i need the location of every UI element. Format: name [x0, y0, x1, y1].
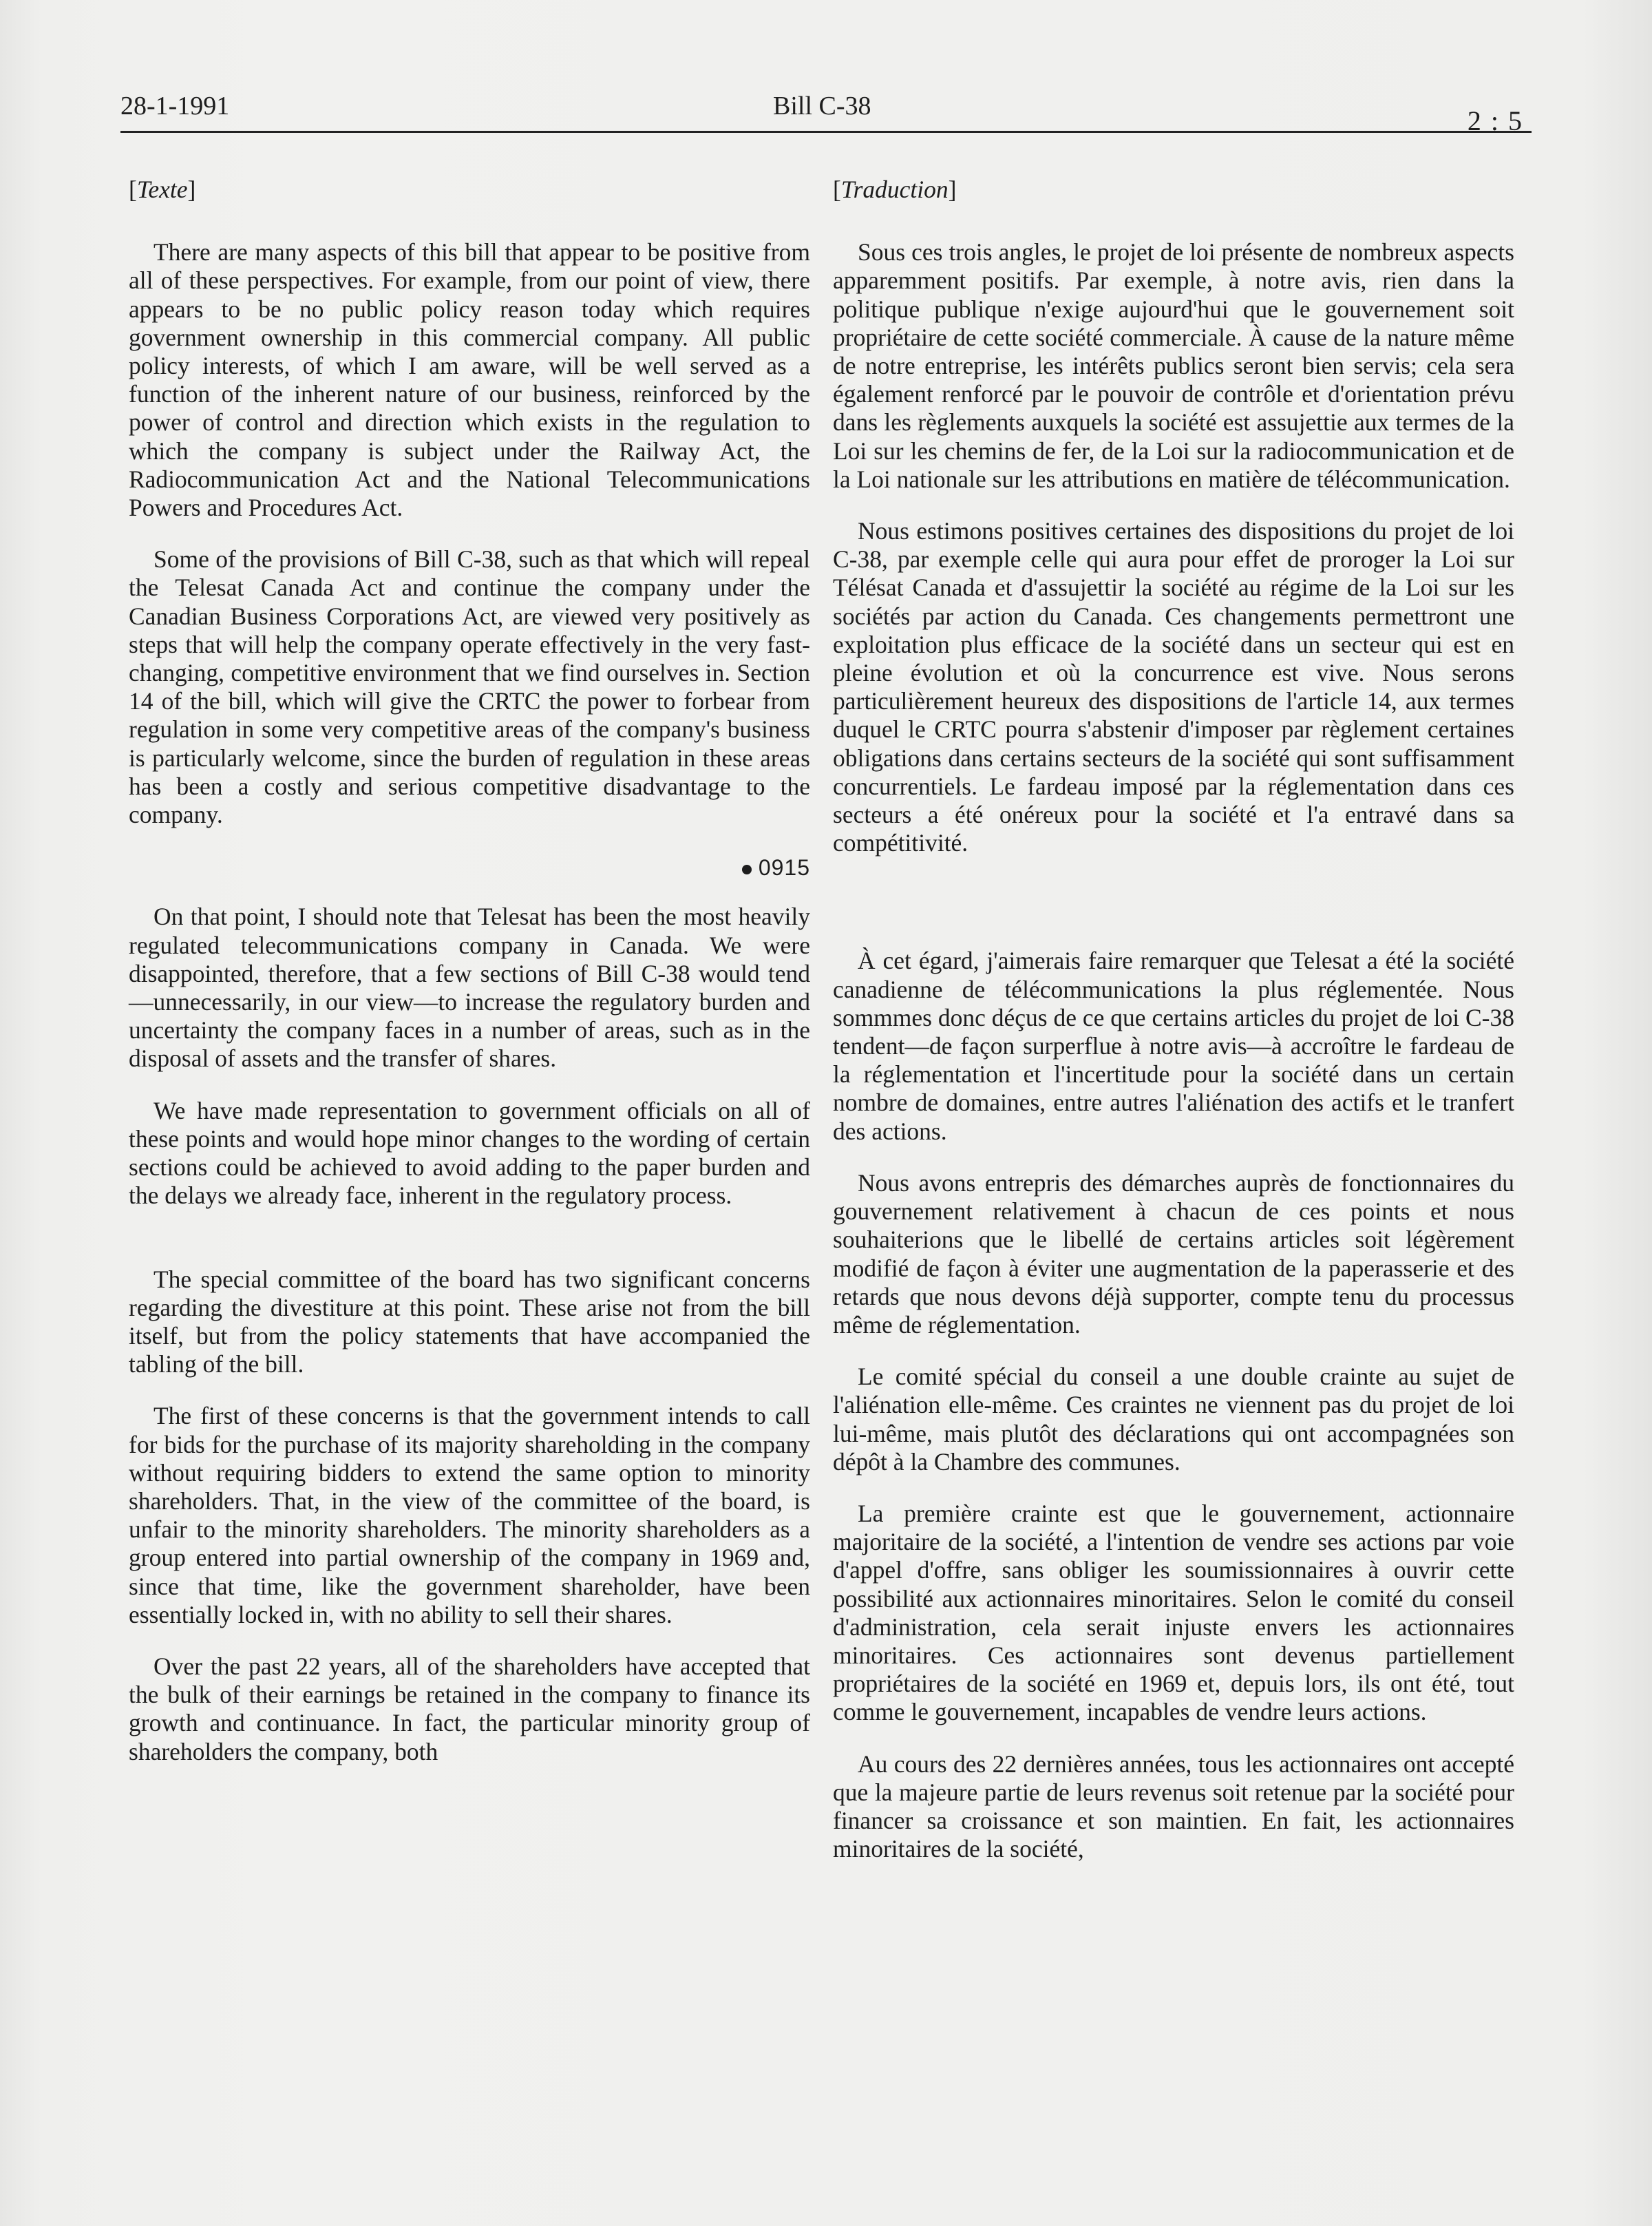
english-paragraph-6: The first of these concerns is that the government intends to call for bids for the purchase of its majority shareholding in the company without requiring bidders to extend the same option to minority shareholders. That, in the view of the committee of the board, is unfair to the minority shareholders. The minority shareholders as a group entered into partial ownership of the company in 1969 and, since that time, like the government shareholder, have been essentially locked in, with no ability to sell their shares.	[129, 1402, 810, 1628]
french-paragraph-6: La première crainte est que le gouvernement, actionnaire majoritaire de la société, a l'intention de vendre ses actions par voie d'appel d'offre, sans obliger les soumissionnaires à ouvrir cette possibilité aux actionnaires minoritaires. Selon le comité du conseil d'administration, cela serait injuste envers les actionnaires minoritaires. Ces actionnaires sont devenus partiellement propriétaires de la société en 1969 et, depuis lors, ils ont été, tout comme le gouvernement, incapables de vendre leurs actions.	[833, 1499, 1514, 1726]
english-paragraph-7: Over the past 22 years, all of the shareholders have accepted that the bulk of their earnings be retained in the company to finance its growth and continuance. In fact, the particular minority group of shareholders the company, both	[129, 1652, 810, 1765]
paragraph-spacer	[833, 881, 1514, 947]
column-label-texte: [Texte]	[129, 176, 196, 203]
french-paragraph-7: Au cours des 22 dernières années, tous les actionnaires ont accepté que la majeure partie de leurs revenus soit retenue par la société pour financer sa croissance et son maintien. En fait, les actionnaires minoritaires de la société,	[833, 1750, 1514, 1863]
english-paragraph-2: Some of the provisions of Bill C-38, such as that which will repeal the Telesat Canada Act and continue the company under the Canadian Business Corporations Act, are viewed very positively as steps that will help the company operate effectively in the very fast-changing, competitive environment that we find ourselves in. Section 14 of the bill, which will give the CRTC the power to forbear from regulation in some very competitive areas of the company's business is particularly welcome, since the burden of regulation in these areas has been a costly and serious competitive disadvantage to the company.	[129, 545, 810, 829]
header-date: 28-1-1991	[120, 92, 230, 120]
header-bill-title: Bill C-38	[773, 92, 871, 120]
french-paragraph-3: À cet égard, j'aimerais faire remarquer que Telesat a été la société canadienne de télécommunications la plus réglementée. Nous sommmes donc déçus de ce que certains articles du projet de loi C-38 tendent—de façon surperflue à notre avis—à accroître le fardeau de la réglementation et l'incertitude pour la société dans un certain nombre de domaines, entre autres l'aliénation des actifs et le tranfert des actions.	[833, 947, 1514, 1145]
french-paragraph-1: Sous ces trois angles, le projet de loi présente de nombreux aspects apparemment positifs. Par exemple, à notre avis, rien dans la politique publique n'exige aujourd'hui que le gouvernement soit propriétaire de cette société commerciale. À cause de la nature même de notre entreprise, les intérêts publics seront bien servis; cela sera également renforcé par le pouvoir de contrôle et d'orientation prévu dans les règlements auxquels la société est assujettie aux termes de la Loi sur les chemins de fer, de la Loi sur la radiocommunication et de la Loi nationale sur les attributions en matière de télécommunication.	[833, 238, 1514, 493]
english-column	[129, 176, 810, 1789]
paragraph-spacer	[129, 1234, 810, 1266]
english-paragraph-1: There are many aspects of this bill that appear to be positive from all of these perspectives. For example, from our point of view, there appears to be no public policy reason today which requires government ownership in this commercial company. All public policy interests, of which I am aware, will be well served as a function of the inherent nature of our business, reinforced by the power of control and direction which exists in the regulation to which the company is subject under the Railway Act, the Radiocommunication Act and the National Telecommunications Powers and Procedures Act.	[129, 238, 810, 522]
french-paragraph-4: Nous avons entrepris des démarches auprès de fonctionnaires du gouvernement relativement à chacun de ces points et nous souhaiterions que le libellé de certains articles soit légèrement modifié de façon à éviter une augmentation de la paperasserie et des retards que nous devons déjà supporter, compte tenu du processus même de réglementation.	[833, 1168, 1514, 1338]
page-header	[120, 88, 1532, 136]
header-page-number: 2 : 5	[1467, 105, 1523, 136]
time-stamp: 0915	[129, 854, 810, 882]
english-paragraph-5: The special committee of the board has two significant concerns regarding the divestiture at this point. These arise not from the bill itself, but from the policy statements that have accompanied the tabling of the bill.	[129, 1265, 810, 1378]
column-label-traduction: [Traduction]	[833, 176, 957, 203]
french-column	[833, 176, 1514, 1887]
english-paragraph-3: On that point, I should note that Telesat has been the most heavily regulated telecommunications company in Canada. We were disappointed, therefore, that a few sections of Bill C-38 would tend—unnecessarily, in our view—to increase the regulatory burden and uncertainty the company faces in a number of areas, such as in the disposal of assets and the transfer of shares.	[129, 903, 810, 1073]
french-paragraph-5: Le comité spécial du conseil a une double crainte au sujet de l'aliénation elle-même. Ces craintes ne viennent pas du projet de loi lui-même, mais plutôt des déclarations qui ont accompagnées son dépôt à la Chambre des communes.	[833, 1363, 1514, 1476]
english-paragraph-4: We have made representation to government officials on all of these points and would hope minor changes to the wording of certain sections could be achieved to avoid adding to the paper burden and the delays we already face, inherent in the regulatory process.	[129, 1096, 810, 1210]
bullet-icon	[742, 865, 752, 874]
french-paragraph-2: Nous estimons positives certaines des dispositions du projet de loi C-38, par exemple celle qui aura pour effet de proroger la Loi sur Télésat Canada et d'assujettir la société au régime de la Loi sur les sociétés par action du Canada. Ces changements permettront une exploitation plus efficace de la société dans un secteur qui est en pleine évolution et où la concurrence est vive. Nous serons particulièrement heureux des dispositions de l'article 14, aux termes duquel le CRTC pourra s'abstenir d'imposer par règlement certaines obligations dans certains secteurs de la société qui sont suffisamment concurrentiels. Le fardeau imposé par la réglementation dans ces secteurs a été onéreux pour la société et l'a entravé dans sa compétitivité.	[833, 517, 1514, 857]
